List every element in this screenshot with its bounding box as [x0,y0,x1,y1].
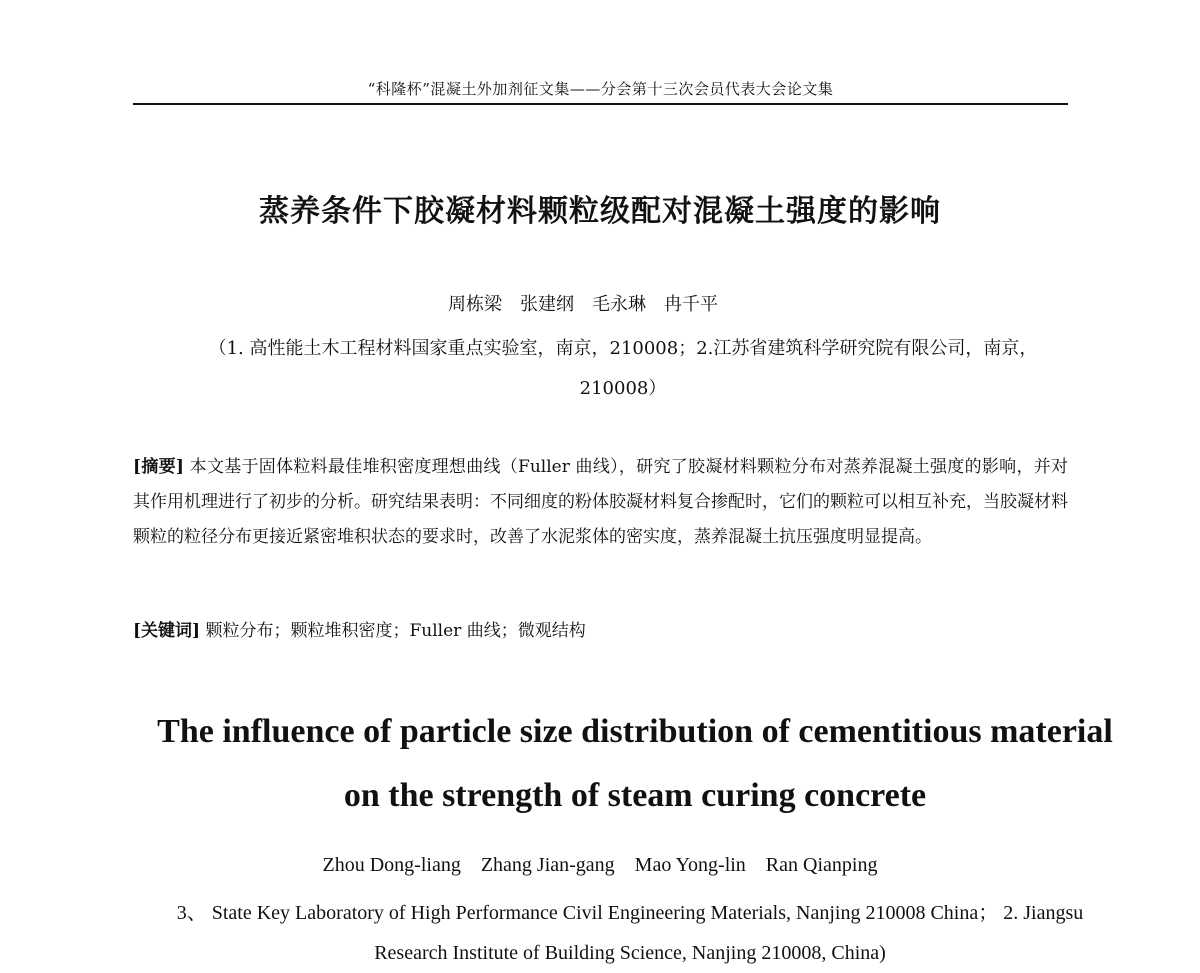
chinese-title: 蒸养条件下胶凝材料颗粒级配对混凝土强度的影响 [259,194,941,229]
chinese-affiliation: （1. 高性能土木工程材料国家重点实验室，南京，210008；2.江苏省建筑科学研究院有限公司，南京，210008） [208,338,1038,399]
chinese-abstract [133,450,1068,555]
keywords-text: 颗粒分布；颗粒堆积密度；Fuller 曲线；微观结构 [205,621,586,641]
running-header: “科隆杯”混凝土外加剂征文集——分会第十三次会员代表大会论文集 [367,80,834,98]
chinese-authors: 周栋梁 张建纲 毛永琳 冉千平 [448,294,718,315]
abstract-label: [摘要] [133,457,184,477]
chinese-keywords [133,614,1068,649]
abstract-text: 本文基于固体粒料最佳堆积密度理想曲线（Fuller 曲线），研究了胶凝材料颗粒分布对蒸养混凝土强度的影响，并对其作用机理进行了初步的分析。研究结果表明：不同细度的粉体胶凝材料复合掺配时，它们的颗粒可以相互补充，当胶凝材料颗粒的粒径分布更接近紧密堆积状态的要求时，改善了水泥浆体的密实度，蒸养混凝土抗压强度明显提高。 [133,457,1069,547]
keywords-label: [关键词] [133,621,201,641]
english-affiliation: 3、 State Key Laboratory of High Performance Civil Engineering Materials, Nanjing 210008 China； 2. Jiangsu Research Institute of Building Science, Nanjing 210008, China) [176,902,1084,964]
english-authors: Zhou Dong-liang Zhang Jian-gang Mao Yong-lin Ran Qianping [322,854,878,876]
header-rule [133,103,1068,105]
english-title: The influence of particle size distribution of cementitious material on the strength of steam curing concrete [157,713,1113,814]
